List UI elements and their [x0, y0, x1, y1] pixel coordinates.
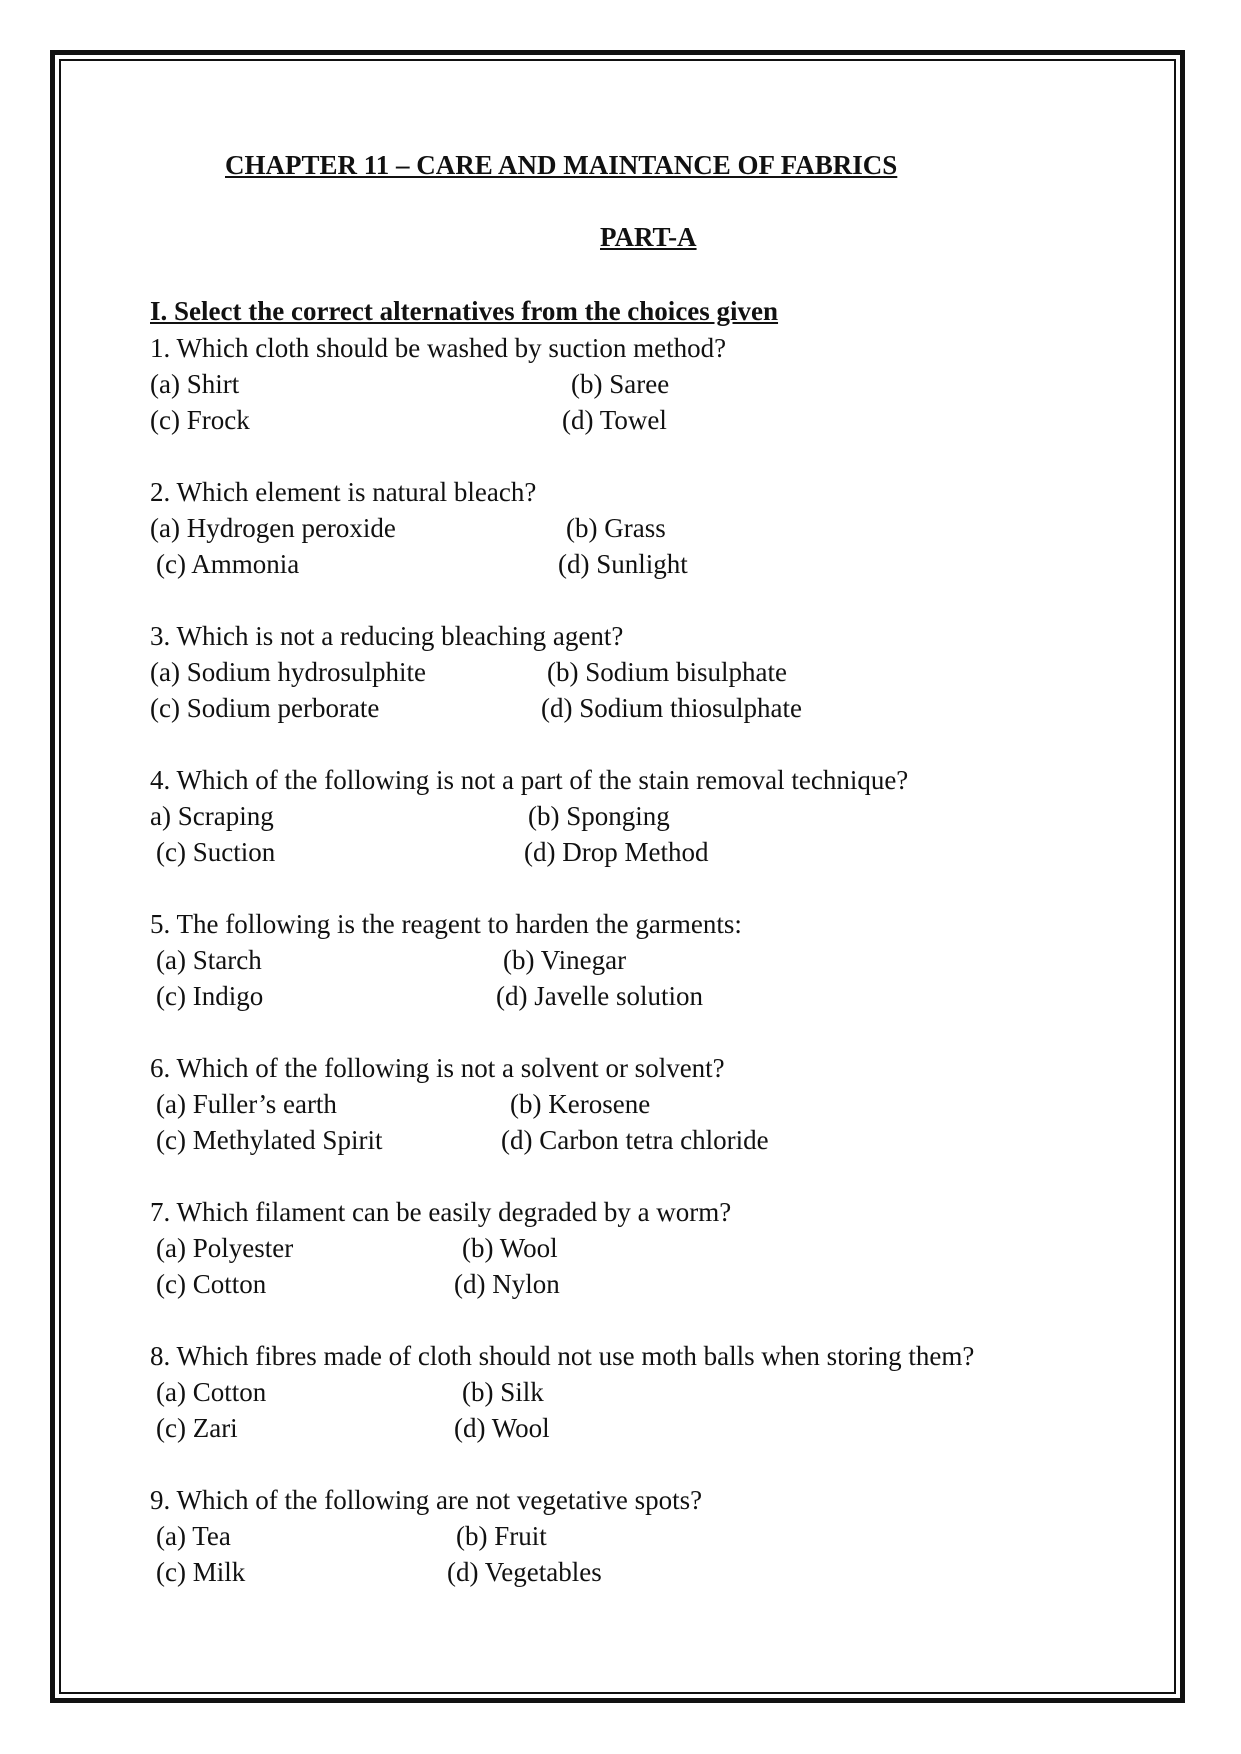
option-d: (d) Wool: [454, 1413, 550, 1443]
option-b: (b) Saree: [571, 369, 670, 399]
option-c: (c) Sodium perborate: [150, 693, 380, 723]
option-a: (a) Starch: [156, 945, 262, 975]
option-d: (d) Towel: [562, 405, 667, 435]
option-c: (c) Milk: [156, 1557, 246, 1587]
option-c: (c) Suction: [156, 837, 276, 867]
question-text: 3. Which is not a reducing bleaching agent?: [150, 621, 624, 651]
question-2: [150, 474, 1090, 582]
options-row: [150, 1554, 1090, 1590]
question-text: 7. Which filament can be easily degraded by a worm?: [150, 1197, 732, 1227]
option-d: (d) Sodium thiosulphate: [541, 693, 802, 723]
question-8: [150, 1338, 1090, 1446]
question-text: 5. The following is the reagent to harden the garments:: [150, 909, 742, 939]
option-c: (c) Ammonia: [156, 549, 300, 579]
option-a: (a) Shirt: [150, 369, 240, 399]
options-row: [150, 1086, 1090, 1122]
options-row: [150, 402, 1090, 438]
options-row: [150, 798, 1090, 834]
options-row: [150, 366, 1090, 402]
options-row: [150, 942, 1090, 978]
option-c: (c) Indigo: [156, 981, 264, 1011]
options-row: [150, 690, 1090, 726]
option-c: (c) Zari: [156, 1413, 238, 1443]
option-b: (b) Fruit: [456, 1521, 547, 1551]
option-d: (d) Vegetables: [447, 1557, 602, 1587]
options-row: [150, 1230, 1090, 1266]
option-d: (d) Nylon: [454, 1269, 560, 1299]
option-b: (b) Kerosene: [510, 1089, 651, 1119]
options-row: [150, 1374, 1090, 1410]
options-row: [150, 1518, 1090, 1554]
options-row: [150, 834, 1090, 870]
section-heading: I. Select the correct alternatives from the choices given: [150, 296, 779, 326]
options-row: [150, 1266, 1090, 1302]
question-5: [150, 906, 1090, 1014]
option-b: (b) Silk: [462, 1377, 544, 1407]
options-row: [150, 546, 1090, 582]
options-row: [150, 510, 1090, 546]
option-d: (d) Sunlight: [558, 549, 688, 579]
question-text: 6. Which of the following is not a solvent or solvent?: [150, 1053, 725, 1083]
option-a: (a) Fuller’s earth: [156, 1089, 337, 1119]
question-text: 1. Which cloth should be washed by suction method?: [150, 333, 727, 363]
question-text: 8. Which fibres made of cloth should not use moth balls when storing them?: [150, 1341, 975, 1371]
option-a: a) Scraping: [150, 801, 274, 831]
question-text: 4. Which of the following is not a part of the stain removal technique?: [150, 765, 909, 795]
part-heading: PART-A: [600, 222, 697, 252]
question-6: [150, 1050, 1090, 1158]
option-c: (c) Cotton: [156, 1269, 267, 1299]
option-d: (d) Carbon tetra chloride: [501, 1125, 769, 1155]
option-a: (a) Hydrogen peroxide: [150, 513, 396, 543]
option-b: (b) Sponging: [528, 801, 670, 831]
question-text: 2. Which element is natural bleach?: [150, 477, 537, 507]
options-row: [150, 1410, 1090, 1446]
option-c: (c) Frock: [150, 405, 250, 435]
options-row: [150, 978, 1090, 1014]
option-a: (a) Tea: [156, 1521, 231, 1551]
option-c: (c) Methylated Spirit: [156, 1125, 383, 1155]
option-b: (b) Wool: [462, 1233, 558, 1263]
options-row: [150, 1122, 1090, 1158]
option-b: (b) Sodium bisulphate: [547, 657, 787, 687]
option-b: (b) Grass: [566, 513, 666, 543]
option-d: (d) Drop Method: [524, 837, 709, 867]
option-a: (a) Sodium hydrosulphite: [150, 657, 426, 687]
options-row: [150, 654, 1090, 690]
option-a: (a) Cotton: [156, 1377, 267, 1407]
option-b: (b) Vinegar: [503, 945, 627, 975]
question-1: [150, 330, 1090, 438]
chapter-title: CHAPTER 11 – CARE AND MAINTANCE OF FABRICS: [225, 150, 898, 180]
question-4: [150, 762, 1090, 870]
question-text: 9. Which of the following are not vegetative spots?: [150, 1485, 703, 1515]
question-3: [150, 618, 1090, 726]
question-7: [150, 1194, 1090, 1302]
question-9: [150, 1482, 1090, 1590]
option-a: (a) Polyester: [156, 1233, 294, 1263]
option-d: (d) Javelle solution: [496, 981, 703, 1011]
